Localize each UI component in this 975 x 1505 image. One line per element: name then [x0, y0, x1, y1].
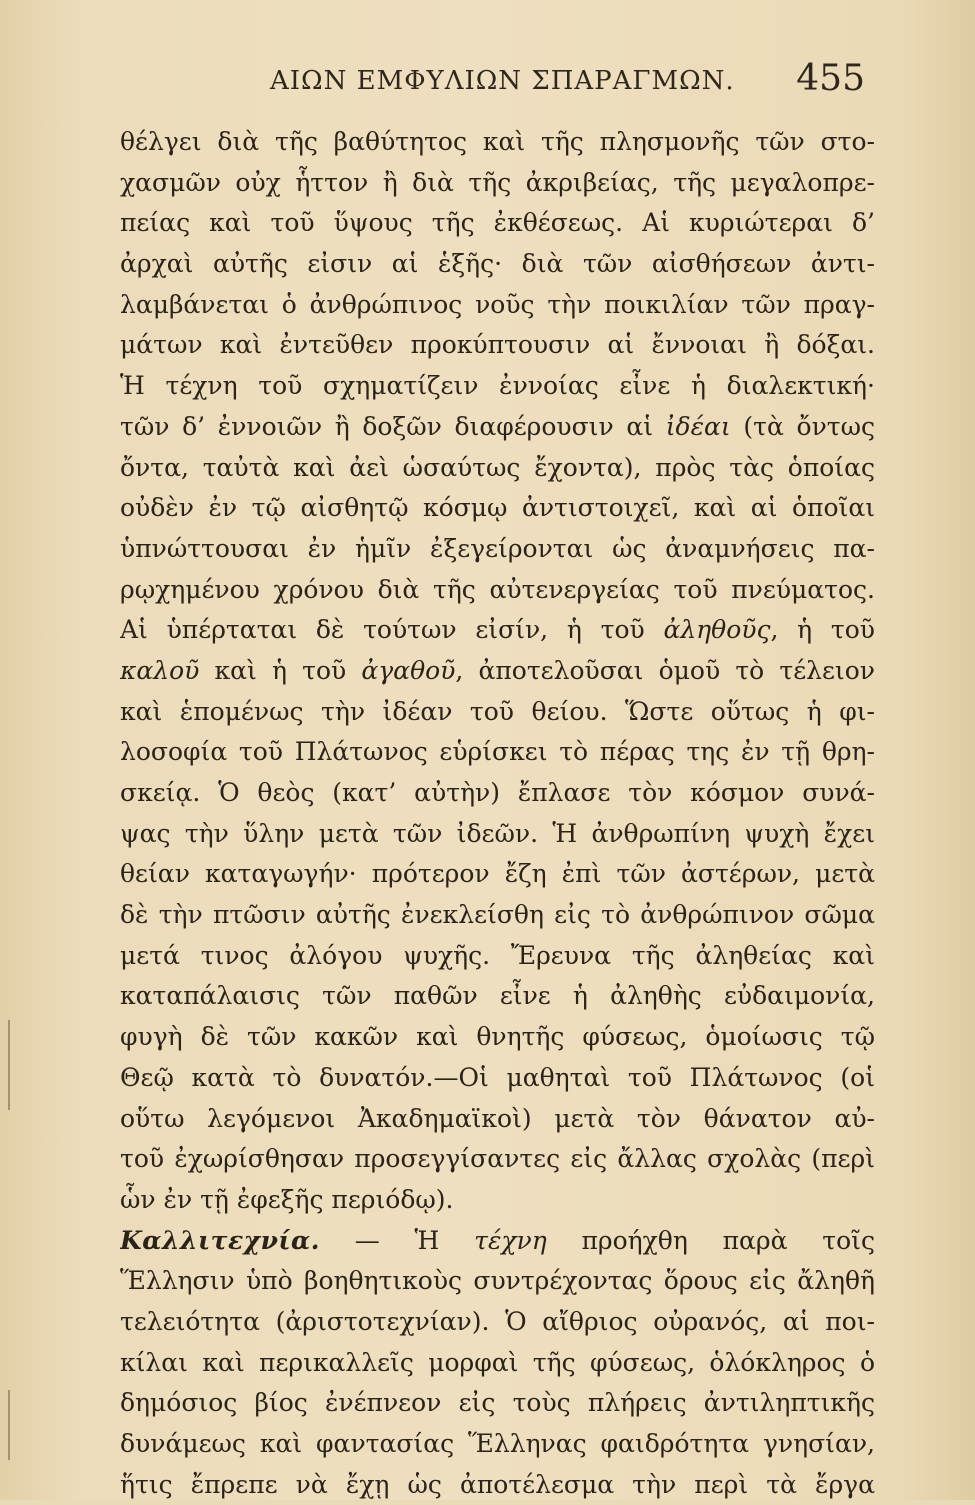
- text-line: [120, 895, 875, 936]
- text-segment: ἀρχαὶ αὐτῆς εἰσιν αἱ ἑξῆς· διὰ τῶν αἰσθήσεων ἀντι-: [120, 249, 875, 279]
- text-segment: Ἕλλησιν ὑπὸ βοηθητικοὺς συντρέχοντας ὅρους εἰς ἄληθῆ: [120, 1266, 875, 1296]
- text-line: [120, 366, 875, 407]
- text-segment: πείας καὶ τοῦ ὕψους τῆς ἐκθέσεως. Αἱ κυριώτεραι δ’: [120, 208, 875, 238]
- text-line: [120, 610, 875, 651]
- italic-term: τέχνη: [474, 1225, 547, 1255]
- text-line: [120, 163, 875, 204]
- text-segment: δημόσιος βίος ἐνέπνεον εἰς τοὺς πλήρεις ἀντιληπτικῆς: [120, 1388, 875, 1418]
- text-line: [120, 692, 875, 733]
- text-segment: καὶ ἑπομένως τὴν ἰδέαν τοῦ θείου. Ὥστε οὕτως ἡ φι-: [120, 696, 875, 726]
- text-line: [120, 1424, 875, 1465]
- text-segment: ὧν ἐν τῇ ἐφεξῆς περιόδῳ).: [120, 1184, 454, 1214]
- text-line: [120, 1099, 875, 1140]
- text-segment: μετά τινος ἀλόγου ψυχῆς. Ἔρευνα τῆς ἀληθείας καὶ: [120, 940, 875, 970]
- text-line: [120, 1058, 875, 1099]
- body-text: [120, 122, 875, 1505]
- text-segment: , ἡ τοῦ: [770, 615, 875, 645]
- text-segment: δυνάμεως καὶ φαντασίας Ἕλληνας φαιδρότητα γνησίαν,: [120, 1429, 875, 1458]
- text-segment: προήχθη παρὰ τοῖς: [546, 1225, 875, 1255]
- text-line: [120, 1383, 875, 1424]
- text-line: [120, 1017, 875, 1058]
- text-segment: οὕτω λεγόμενοι Ἀκαδημαϊκοὶ) μετὰ τὸν θάνατον αὐ-: [120, 1103, 875, 1133]
- text-segment: λοσοφία τοῦ Πλάτωνος εὑρίσκει τὸ πέρας της ἐν τῇ θρη-: [120, 737, 875, 767]
- text-segment: καὶ ἡ τοῦ: [199, 655, 362, 685]
- text-line: [120, 814, 875, 855]
- text-line: [120, 244, 875, 285]
- text-segment: Θεῷ κατὰ τὸ δυνατόν.—Οἱ μαθηταὶ τοῦ Πλάτωνος (οἱ: [120, 1062, 875, 1092]
- margin-rule: [8, 1390, 10, 1460]
- text-line: [120, 1343, 875, 1384]
- text-line: [120, 407, 875, 448]
- text-line: [120, 488, 875, 529]
- text-line: [120, 570, 875, 611]
- text-line: [120, 203, 875, 244]
- italic-term: ἀληθοῦς: [663, 615, 771, 645]
- text-line: [120, 936, 875, 977]
- text-segment: θέλγει διὰ τῆς βαθύτητος καὶ τῆς πλησμονῆς τῶν στο-: [120, 127, 875, 156]
- text-line: [120, 651, 875, 692]
- text-line: [120, 1261, 875, 1302]
- italic-term: ἀγαθοῦ: [361, 655, 456, 685]
- text-line: [120, 285, 875, 326]
- text-segment: ὄντα, ταὐτὰ καὶ ἀεὶ ὡσαύτως ἔχοντα), πρὸς τὰς ὁποίας: [120, 452, 875, 482]
- text-line: [120, 1302, 875, 1343]
- italic-term: ἰδέαι: [665, 411, 731, 441]
- text-line: [120, 976, 875, 1017]
- text-segment: δὲ τὴν πτῶσιν αὐτῆς ἐνεκλείσθη εἰς τὸ ἀνθρώπινον σῶμα: [120, 900, 875, 930]
- text-segment: τελειότητα (ἀριστοτεχνίαν). Ὁ αἴθριος οὐρανός, αἱ ποι-: [120, 1306, 875, 1336]
- text-segment: χασμῶν οὐχ ἧττον ἢ διὰ τῆς ἀκριβείας, τῆς μεγαλοπρε-: [120, 167, 875, 197]
- text-segment: φυγὴ δὲ τῶν κακῶν καὶ θνητῆς φύσεως, ὁμοίωσις τῷ: [120, 1022, 875, 1052]
- text-segment: ὑπνώττουσαι ἐν ἡμῖν ἐξεγείρονται ὡς ἀναμνήσεις πα-: [120, 533, 875, 563]
- text-segment: Αἱ ὑπέρταται δὲ τούτων εἰσίν, ἡ τοῦ: [120, 615, 664, 645]
- text-segment: ψας τὴν ὕλην μετὰ τῶν ἰδεῶν. Ἡ ἀνθρωπίνη ψυχὴ ἔχει: [120, 818, 875, 848]
- text-segment: θείαν καταγωγήν· πρότερον ἔζη ἐπὶ τῶν ἀστέρων, μετὰ: [120, 859, 875, 889]
- text-segment: — Ἡ: [319, 1225, 475, 1255]
- page-number: 455: [796, 58, 865, 99]
- margin-rule: [8, 1020, 10, 1110]
- text-line: [120, 1221, 875, 1262]
- text-segment: , ἀποτελοῦσαι ὁμοῦ τὸ τέλειον: [455, 655, 875, 685]
- text-segment: Ἡ τέχνη τοῦ σχηματίζειν ἐννοίας εἶνε ἡ διαλεκτική·: [120, 371, 875, 401]
- text-line: [120, 529, 875, 570]
- text-segment: οὐδὲν ἐν τῷ αἰσθητῷ κόσμῳ ἀντιστοιχεῖ, καὶ αἱ ὁποῖαι: [120, 493, 875, 523]
- text-line: [120, 448, 875, 489]
- text-segment: σκείᾳ. Ὁ θεὸς (κατ’ αὐτὴν) ἔπλασε τὸν κόσμον συνά-: [120, 778, 875, 807]
- text-line: [120, 732, 875, 773]
- text-segment: τοῦ ἐχωρίσθησαν προσεγγίσαντες εἰς ἄλλας σχολὰς (περὶ: [120, 1144, 875, 1174]
- text-line: [120, 325, 875, 366]
- text-line: [120, 1465, 875, 1505]
- text-segment: (τὰ ὄντως: [730, 411, 875, 441]
- running-title: ΑΙΩΝ ΕΜΦΥΛΙΩΝ ΣΠΑΡΑΓΜΩΝ.: [270, 66, 735, 96]
- text-segment: λαμβάνεται ὁ ἀνθρώπινος νοῦς τὴν ποικιλίαν τῶν πραγ-: [120, 289, 875, 319]
- text-line: [120, 854, 875, 895]
- text-line: [120, 122, 875, 163]
- text-segment: τῶν δ’ ἐννοιῶν ἢ δοξῶν διαφέρουσιν αἱ: [120, 411, 666, 441]
- text-segment: κίλαι καὶ περικαλλεῖς μορφαὶ τῆς φύσεως, ὁλόκληρος ὁ: [120, 1347, 875, 1377]
- text-segment: ἥτις ἔπρεπε νὰ ἔχῃ ὡς ἀποτέλεσμα τὴν περὶ τὰ ἔργα: [120, 1469, 875, 1499]
- text-segment: μάτων καὶ ἐντεῦθεν προκύπτουσιν αἱ ἔννοιαι ἢ δόξαι.: [120, 330, 875, 360]
- page-header: [120, 58, 865, 102]
- text-line: [120, 1139, 875, 1180]
- text-segment: ρῳχημένου χρόνου διὰ τῆς αὐτενεργείας τοῦ πνεύματος.: [120, 574, 875, 604]
- italic-term: καλοῦ: [120, 655, 200, 685]
- text-line: [120, 773, 875, 814]
- text-segment: καταπάλαισις τῶν παθῶν εἶνε ἡ ἀληθὴς εὐδαιμονία,: [120, 981, 875, 1011]
- text-line: [120, 1180, 875, 1221]
- section-heading: Καλλιτεχνία.: [120, 1225, 320, 1255]
